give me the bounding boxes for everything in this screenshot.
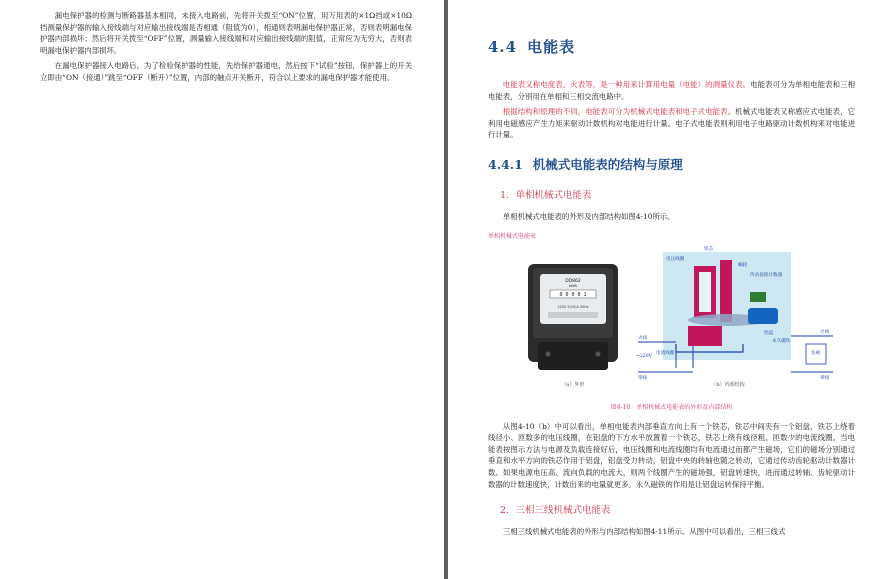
label-live-in: 火线 — [638, 335, 648, 341]
intro-highlight-2: 根据结构和原理的不同，电能表可分为机械式电能表和电子式电能表。 — [502, 107, 736, 117]
current-coil-core — [688, 326, 722, 346]
permanent-magnet — [748, 308, 778, 324]
subsection-title: 机械式电能表的结构与原理 — [532, 156, 683, 172]
internal-structure-diagram — [488, 246, 858, 396]
intro-highlight-1: 电能表又称电度表、火表等，是一种用来计算用电量（电能）的测量仪表。 — [502, 80, 751, 89]
label-counter: 传动齿轮计数器 — [750, 272, 783, 278]
intro-paragraph-2 — [488, 106, 855, 141]
label-iron-core: 铁芯 — [704, 246, 714, 252]
figure-label: 单相机械式电能表 — [488, 232, 537, 240]
heading-single-phase: 1．单相机械式电能表 — [500, 189, 592, 201]
counter-gear — [750, 292, 766, 302]
meter-reading: 0 0 0 0 1 — [559, 291, 587, 298]
meter-unit: kWh — [568, 282, 578, 288]
left-paragraph-1: 漏电保护器的检测与断路器基本相同，未接入电路前，先将开关拨至“ON”位置，用万用表的×1Ω挡或×10Ω挡测量保护器的输入接线端与对应输出接线端是否相通（阻值为0），相通则表明漏电保护器正常，否则表明漏电保护器内部损坏；然后将开关拨至“OFF”位置，测量输入接线端和对应输出接线端的阻值，正常应为无穷大，否则表明漏电保护器内部损坏。 — [40, 11, 412, 55]
left-paragraph-2: 在漏电保护器接入电路后，为了检验保护器的性能，先给保护器通电，然后按下“试验”按钮，保护器上的开关立即由“ON（接通）”跳至“OFF（断开）”位置，内部的触点开关断开，符合以上要求的漏电保护器才能使用。 — [40, 61, 412, 82]
label-permanent-magnet: 永久磁铁 — [772, 338, 791, 344]
label-voltage-coil: 电压线圈 — [666, 256, 685, 262]
label-current-coil: 电流线圈 — [656, 350, 675, 356]
section-heading — [488, 36, 855, 57]
figure-4-10 — [488, 246, 855, 396]
label-live-out: 火线 — [820, 329, 830, 335]
heading-three-phase: 2．三相三线机械式电能表 — [500, 505, 611, 517]
label-neutral-out: 零线 — [820, 375, 830, 381]
figure-a-label: （a）外形 — [561, 381, 585, 388]
intro-rest-2: 机械式电能表又称感应式电能表，它利用电磁感应产生力矩来驱动计数机构对电能进行计量。电子式电能表则利用电子电路驱动计数机构来对电能进行计量。 — [488, 107, 855, 140]
subsection-heading — [488, 155, 855, 173]
label-220v: ~220V — [636, 353, 652, 359]
right-page — [448, 0, 893, 579]
single-phase-intro: 单相机械式电能表的外形及内部结构如图4-10所示。 — [502, 211, 675, 221]
section-title: 电能表 — [527, 38, 576, 56]
figure-b-label: （b）内部结构 — [711, 381, 745, 388]
label-aluminum-disc: 铝盘 — [764, 330, 774, 336]
label-load: 负载 — [811, 350, 821, 356]
intro-paragraph-1 — [488, 79, 855, 102]
principle-paragraph: 从图4-10（b）中可以看出，单相电能表内部垂直方向上有一个铁芯，铁芯中间夹有一个铝盘，铁芯上绕着线径小、匝数多的电压线圈，在铝盘的下方水平放置着一个铁芯，铁芯上绕有线径粗、匝数少的电流线圈。当电能表按图示方法与电源及负载连接好后，电压线圈和电流线圈均有电流通过而都产生磁场，它们的磁场分别通过垂直和水平方向的铁芯作用于铝盘，铝盘受力转动，铝盘中央的转轴也随之转动，它通过传动齿轮驱动计数器计数。如果电源电压高、流向负载的电流大，则两个线圈产生的磁场强，铝盘转速快，进而通过转轴、齿轮驱动计数器的计数速度快，计数出来的电量就更多。永久磁铁的作用是让铝盘运转保持平衡。 — [488, 421, 855, 489]
meter-brand: DD862 — [565, 278, 581, 284]
left-page — [0, 0, 444, 579]
figure-caption: 图4-10 单相机械式电能表的外形及内部结构 — [610, 403, 733, 411]
subsection-number: 4.4.1 — [488, 156, 523, 172]
label-neutral-in: 零线 — [638, 375, 648, 381]
meter-spec: 220V 5(20)A 50Hz — [557, 304, 589, 309]
label-worm-gear: 蜗轮 — [738, 262, 748, 268]
section-number: 4.4 — [488, 38, 518, 56]
three-phase-intro: 三相三线机械式电能表的外形与内部结构如图4-11所示。从图中可以看出，三相三线式 — [502, 527, 786, 537]
intro-rest-1: 电能表可分为单相电能表和三相电能表，分别用在单相和三相交流电路中。 — [488, 80, 855, 101]
